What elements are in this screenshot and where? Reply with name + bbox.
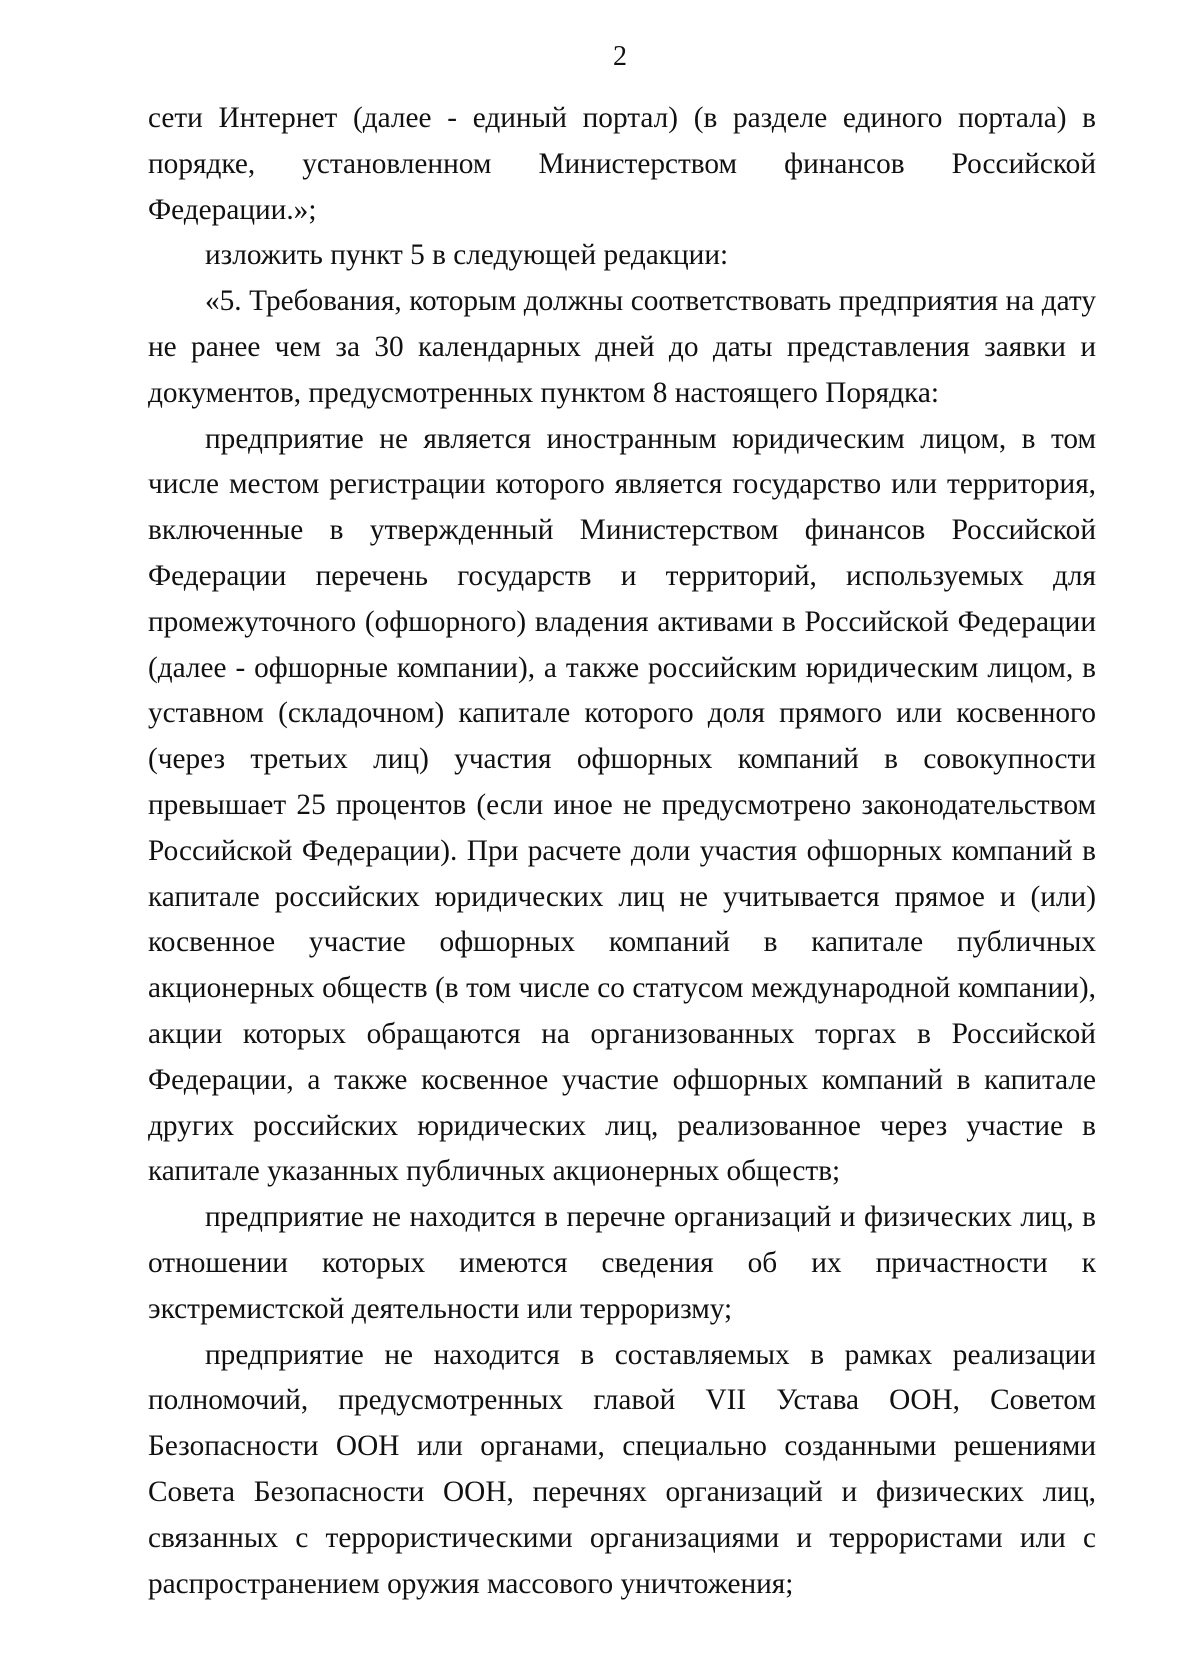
paragraph-offshore-requirement: предприятие не является иностранным юридическим лицом, в том числе местом регистрации которого является государство или территория, включенные в утвержденный Министерством финансов Российской Федерации перечень государств и территорий, используемых для промежуточного (офшорного) владения активами в Российской Федерации (далее - офшорные компании), а также российским юридическим лицом, в уставном (складочном) капитале которого доля прямого или косвенного (через третьих лиц) участия офшорных компаний в совокупности превышает 25 процентов (если иное не предусмотрено законодательством Российской Федерации). При расчете доли участия офшорных компаний в капитале российских юридических лиц не учитывается прямое и (или) косвенное участие офшорных компаний в капитале публичных акционерных обществ (в том числе со статусом международной компании), акции которых обращаются на организованных торгах в Российской Федерации, а также косвенное участие офшорных компаний в капитале других российских юридических лиц, реализованное через участие в капитале указанных публичных акционерных обществ;: [148, 422, 1096, 1188]
paragraph-un-sanctions-requirement: предприятие не находится в составляемых в рамках реализации полномочий, предусмотренных главой VII Устава ООН, Советом Безопасности ООН или органами, специально созданными решениями Совета Безопасности ООН, перечнях организаций и физических лиц, связанных с террористическими организациями и террористами или с распространением оружия массового уничтожения;: [148, 1338, 1096, 1600]
paragraph-extremism-requirement: предприятие не находится в перечне организаций и физических лиц, в отношении которых имеются сведения об их причастности к экстремистской деятельности или терроризму;: [148, 1201, 1096, 1325]
paragraph-item-5-requirements: «5. Требования, которым должны соответствовать предприятия на дату не ранее чем за 30 календарных дней до даты представления заявки и документов, предусмотренных пунктом 8 настоящего Порядка:: [148, 285, 1096, 409]
paragraph-amendment-instruction: изложить пункт 5 в следующей редакции:: [205, 239, 729, 272]
page-number: 2: [613, 41, 627, 72]
paragraph-continuation: сети Интернет (далее - единый портал) (в разделе единого портала) в порядке, установленном Министерством финансов Российской Федерации.»;: [148, 102, 1096, 226]
document-body: [148, 96, 1096, 1607]
